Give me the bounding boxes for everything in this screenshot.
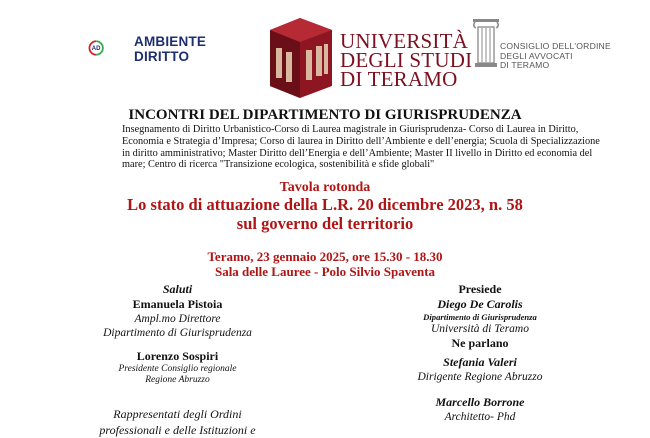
speaker-role: Presidente Consiglio regionale	[118, 364, 237, 374]
ambiente-diritto-wordmark: AMBIENTE DIRITTO	[134, 34, 207, 64]
svg-text:AD: AD	[91, 46, 101, 53]
speaker-name: Diego De Carolis	[437, 297, 523, 311]
saluti-heading: Saluti	[162, 282, 193, 296]
ordine-avvocati-wordmark: CONSIGLIO DELL'ORDINE DEGLI AVVOCATI DI TERAMO	[500, 41, 611, 71]
intro-paragraph: Insegnamento di Diritto Urbanistico-Corso di Laurea magistrale in Giurisprudenza- Corso di Laurea in Diritto, Economia e Strategia d’Impresa; Corso di laurea in Diritto dell’Ambiente e dell’energia; Scuola di Specializzazione in diritto amministrativo; Master Diritto dell’Energia e dell’Ambiente; Master II livello in Diritto ed economia del mare; Centro di ricerca "Transizione ecologica, sostenibilità e sfide globali"	[122, 124, 600, 171]
speaker-name: Stefania Valeri	[443, 355, 517, 369]
universita-teramo-wordmark: UNIVERSITÀ DEGLI STUDI DI TERAMO	[340, 29, 473, 91]
speaker-role: Università di Teramo	[431, 323, 529, 335]
universita-teramo-logo	[262, 16, 338, 100]
representatives-text: professionali e delle Istituzioni e	[99, 423, 256, 437]
saluti-column	[95, 282, 260, 438]
speaker-role: Architetto- Phd	[444, 411, 516, 423]
event-title: Lo stato di attuazione della L.R. 20 dicembre 2023, n. 58 sul governo del territorio	[127, 195, 523, 233]
ne-parlano-heading: Ne parlano	[451, 336, 509, 350]
column-icon	[472, 17, 500, 69]
speaker-role: Dirigente Regione Abruzzo	[417, 371, 543, 383]
representatives-text: Rappresentati degli Ordini	[113, 407, 242, 421]
presiede-column	[400, 282, 560, 424]
speaker-name: Marcello Borrone	[435, 395, 525, 409]
speaker-role: Ampl.mo Direttore	[134, 313, 221, 325]
event-date: Teramo, 23 gennaio 2025, ore 15.30 - 18.30	[207, 249, 443, 264]
page-title: INCONTRI DEL DIPARTIMENTO DI GIURISPRUDENZA	[128, 107, 522, 123]
presiede-heading: Presiede	[458, 282, 502, 296]
speaker-name: Emanuela Pistoia	[132, 297, 223, 311]
speaker-role: Dipartimento di Giurisprudenza	[423, 312, 537, 322]
speaker-role: Dipartimento di Giurisprudenza	[103, 327, 252, 339]
event-venue: Sala delle Lauree - Polo Silvio Spaventa	[214, 264, 436, 279]
ambiente-diritto-logo	[88, 25, 134, 71]
event-type: Tavola rotonda	[279, 180, 371, 195]
speaker-name: Lorenzo Sospiri	[136, 349, 219, 363]
speaker-role: Regione Abruzzo	[145, 375, 210, 385]
